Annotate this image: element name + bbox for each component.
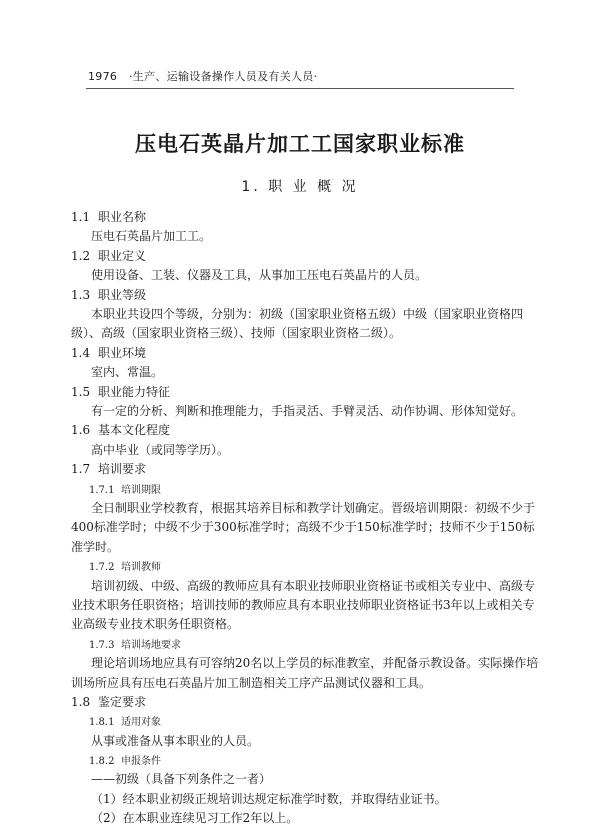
header-rule <box>86 88 514 89</box>
heading-1-5: 1.5 职业能力特征 <box>71 384 171 399</box>
paragraph: 理论培训场地应具有可容纳20名以上学员的标准教室，并配备示教设备。实际操作培训场所应具有压电石英晶片加工制造相关工序产品测试仪器和工具。 <box>71 656 539 690</box>
running-title: ·生产、运输设备操作人员及有关人员· <box>129 70 318 83</box>
document-title: 压电石英晶片加工工国家职业标准 <box>135 132 465 156</box>
heading-1-8-2: 1.8.2 申报条件 <box>89 756 161 768</box>
list-item: （1）经本职业初级正规培训达规定标准学时数，并取得结业证书。 <box>91 791 447 806</box>
heading-1-4: 1.4 职业环境 <box>71 345 147 360</box>
list-item: （2）在本职业连续见习工作2年以上。 <box>91 811 299 826</box>
list-subheading: ——初级（具备下列条件之一者） <box>91 772 272 787</box>
page-number: 1976 <box>88 70 118 83</box>
paragraph: 室内、常温。 <box>91 365 164 380</box>
heading-1-3: 1.3 职业等级 <box>71 287 147 302</box>
paragraph: 培训初级、中级、高级的教师应具有本职业技师职业资格证书或相关专业中、高级专业技术职务任职资格；培训技师的教师应具有本职业技师职业资格证书3年以上或相关专业高级专业技术职务任职资格。 <box>71 578 536 632</box>
paragraph: 高中毕业（或同等学历）。 <box>91 442 230 457</box>
running-header <box>88 68 317 84</box>
heading-1-7-1: 1.7.1 培训期限 <box>89 484 161 496</box>
paragraph: 有一定的分析、判断和推理能力，手指灵活、手臂灵活、动作协调、形体知觉好。 <box>91 403 524 418</box>
paragraph: 使用设备、工装、仪器及工具，从事加工压电石英晶片的人员。 <box>91 268 428 283</box>
paragraph: 本职业共设四个等级，分别为：初级（国家职业资格五级）中级（国家职业资格四级）、高级（国家职业资格三级）、技师（国家职业资格二级）。 <box>71 306 524 341</box>
paragraph: 压电石英晶片加工工。 <box>91 229 212 244</box>
heading-1-7-3: 1.7.3 培训场地要求 <box>89 639 181 651</box>
paragraph: 全日制职业学校教育，根据其培养目标和教学计划确定。晋级培训期限：初级不少于400标准学时；中级不少于300标准学时；高级不少于150标准学时；技师不少于150标准学时。 <box>71 500 536 554</box>
heading-1-1: 1.1 职业名称 <box>71 210 147 224</box>
heading-1-8-1: 1.8.1 适用对象 <box>89 717 161 729</box>
heading-1-8: 1.8 鉴定要求 <box>71 694 147 709</box>
heading-1-7: 1.7 培训要求 <box>71 462 147 477</box>
section-heading: 1. 职 业 概 况 <box>241 179 359 195</box>
heading-1-6: 1.6 基本文化程度 <box>71 423 171 438</box>
heading-1-2: 1.2 职业定义 <box>71 248 147 263</box>
heading-1-7-2: 1.7.2 培训教师 <box>89 562 161 574</box>
document-body <box>71 208 539 829</box>
paragraph: 从事或准备从事本职业的人员。 <box>91 733 260 748</box>
